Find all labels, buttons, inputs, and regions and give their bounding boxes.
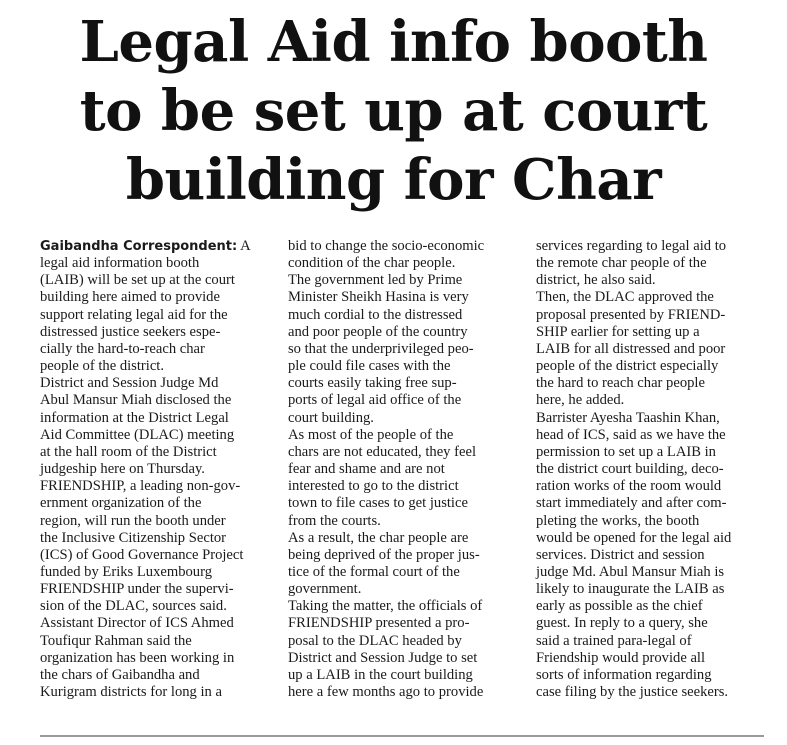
text-fragment: A bbox=[237, 238, 251, 254]
text-line: town to file cases to get justice bbox=[288, 495, 468, 512]
text-line: Then, the DLAC approved the bbox=[536, 289, 714, 306]
text-line: start immediately and after com- bbox=[536, 495, 727, 512]
text-line: SHIP earlier for setting up a bbox=[536, 323, 700, 340]
text-line: distressed justice seekers espe- bbox=[40, 323, 221, 340]
text-line: Taking the matter, the officials of bbox=[288, 598, 483, 615]
text-line: at the hall room of the District bbox=[40, 443, 217, 460]
text-line: funded by Eriks Luxembourg bbox=[40, 563, 212, 580]
text-line: services. District and session bbox=[536, 546, 705, 563]
article-column-2 bbox=[288, 238, 528, 701]
text-line: FRIENDSHIP presented a pro- bbox=[288, 615, 470, 632]
text-line: here a few months ago to provide bbox=[288, 684, 484, 701]
text-line: Friendship would provide all bbox=[536, 649, 706, 666]
text-line: the Inclusive Citizenship Sector bbox=[40, 529, 227, 546]
text-line: up a LAIB in the court building bbox=[288, 666, 473, 683]
text-line: information at the District Legal bbox=[40, 409, 229, 426]
text-line: LAIB for all distressed and poor bbox=[536, 340, 726, 357]
text-line: people of the district. bbox=[40, 358, 165, 375]
text-line: so that the underprivileged peo- bbox=[288, 340, 474, 357]
headline-line: to be set up at court bbox=[79, 78, 708, 144]
text-line: people of the district especially bbox=[536, 358, 719, 375]
text-line: Kurigram districts for long in a bbox=[40, 684, 222, 701]
text-line: ple could file cases with the bbox=[288, 358, 451, 375]
text-line: the district court building, deco- bbox=[536, 461, 724, 478]
text-line: Barrister Ayesha Taashin Khan, bbox=[536, 409, 720, 426]
text-line: sion of the DLAC, sources said. bbox=[40, 598, 227, 615]
text-line: ports of legal aid office of the bbox=[288, 392, 462, 409]
text-line: chars are not educated, they feel bbox=[288, 443, 476, 460]
bottom-divider bbox=[40, 735, 764, 737]
text-line: from the courts. bbox=[288, 512, 381, 529]
text-line: much cordial to the distressed bbox=[288, 306, 463, 323]
text-line: guest. In reply to a query, she bbox=[536, 615, 708, 632]
text-line: legal aid information booth bbox=[40, 255, 200, 272]
text-line: head of ICS, said as we have the bbox=[536, 426, 726, 443]
text-line: Toufiqur Rahman said the bbox=[40, 632, 192, 649]
text-line: court building. bbox=[288, 409, 374, 426]
text-line: region, will run the booth under bbox=[40, 512, 226, 529]
text-line: government. bbox=[288, 581, 362, 598]
text-line: bid to change the socio-economic bbox=[288, 238, 485, 254]
text-line: likely to inaugurate the LAIB as bbox=[536, 581, 725, 598]
text-line: being deprived of the proper jus- bbox=[288, 546, 480, 563]
text-line: the chars of Gaibandha and bbox=[40, 666, 200, 683]
text-line: the hard to reach char people bbox=[536, 375, 705, 392]
text-line: would be opened for the legal aid bbox=[536, 529, 732, 546]
text-line: interested to go to the district bbox=[288, 478, 459, 495]
text-line: fear and shame and are not bbox=[288, 461, 445, 478]
text-line: Abul Mansur Miah disclosed the bbox=[40, 392, 232, 409]
text-line: permission to set up a LAIB in bbox=[536, 443, 716, 460]
text-line: the remote char people of the bbox=[536, 255, 707, 272]
text-line: Minister Sheikh Hasina is very bbox=[288, 289, 469, 306]
text-line: condition of the char people. bbox=[288, 255, 456, 272]
text-line: proposal presented by FRIEND- bbox=[536, 306, 726, 323]
text-line: The government led by Prime bbox=[288, 272, 463, 289]
text-line: (ICS) of Good Governance Project bbox=[40, 546, 244, 563]
text-line: district, he also said. bbox=[536, 272, 656, 289]
text-line: (LAIB) will be set up at the court bbox=[40, 272, 235, 289]
text-line: services regarding to legal aid to bbox=[536, 238, 727, 254]
article-column-3 bbox=[536, 238, 768, 701]
headline-line: Legal Aid info booth bbox=[79, 9, 708, 75]
text-line: As most of the people of the bbox=[288, 426, 454, 443]
text-line: judge Md. Abul Mansur Miah is bbox=[536, 563, 725, 580]
text-line: case filing by the justice seekers. bbox=[536, 684, 729, 701]
text-line: Assistant Director of ICS Ahmed bbox=[40, 615, 234, 632]
text-line: sorts of information regarding bbox=[536, 666, 712, 683]
text-line: FRIENDSHIP under the supervi- bbox=[40, 581, 234, 598]
text-line: building here aimed to provide bbox=[40, 289, 220, 306]
text-line: As a result, the char people are bbox=[288, 529, 469, 546]
text-line: tice of the formal court of the bbox=[288, 563, 460, 580]
text-line: District and Session Judge to set bbox=[288, 649, 478, 666]
byline: Gaibandha Correspondent: bbox=[40, 239, 238, 254]
headline bbox=[0, 8, 787, 215]
text-line: pleting the works, the booth bbox=[536, 512, 700, 529]
text-line: District and Session Judge Md bbox=[40, 375, 219, 392]
text-line: cially the hard-to-reach char bbox=[40, 340, 205, 357]
text-line: ration works of the room would bbox=[536, 478, 722, 495]
text-line: organization has been working in bbox=[40, 649, 235, 666]
text-line: judgeship here on Thursday. bbox=[40, 461, 205, 478]
text-line: FRIENDSHIP, a leading non-gov- bbox=[40, 478, 241, 495]
text-line: support relating legal aid for the bbox=[40, 306, 228, 323]
article-column-1 bbox=[40, 238, 280, 701]
text-line: courts easily taking free sup- bbox=[288, 375, 457, 392]
text-line: posal to the DLAC headed by bbox=[288, 632, 462, 649]
text-line: and poor people of the country bbox=[288, 323, 468, 340]
text-line bbox=[40, 238, 280, 255]
text-line: early as possible as the chief bbox=[536, 598, 703, 615]
text-line: ernment organization of the bbox=[40, 495, 202, 512]
text-line: here, he added. bbox=[536, 392, 625, 409]
text-line: Aid Committee (DLAC) meeting bbox=[40, 426, 235, 443]
headline-line: building for Char bbox=[125, 147, 662, 213]
text-line: said a trained para-legal of bbox=[536, 632, 692, 649]
